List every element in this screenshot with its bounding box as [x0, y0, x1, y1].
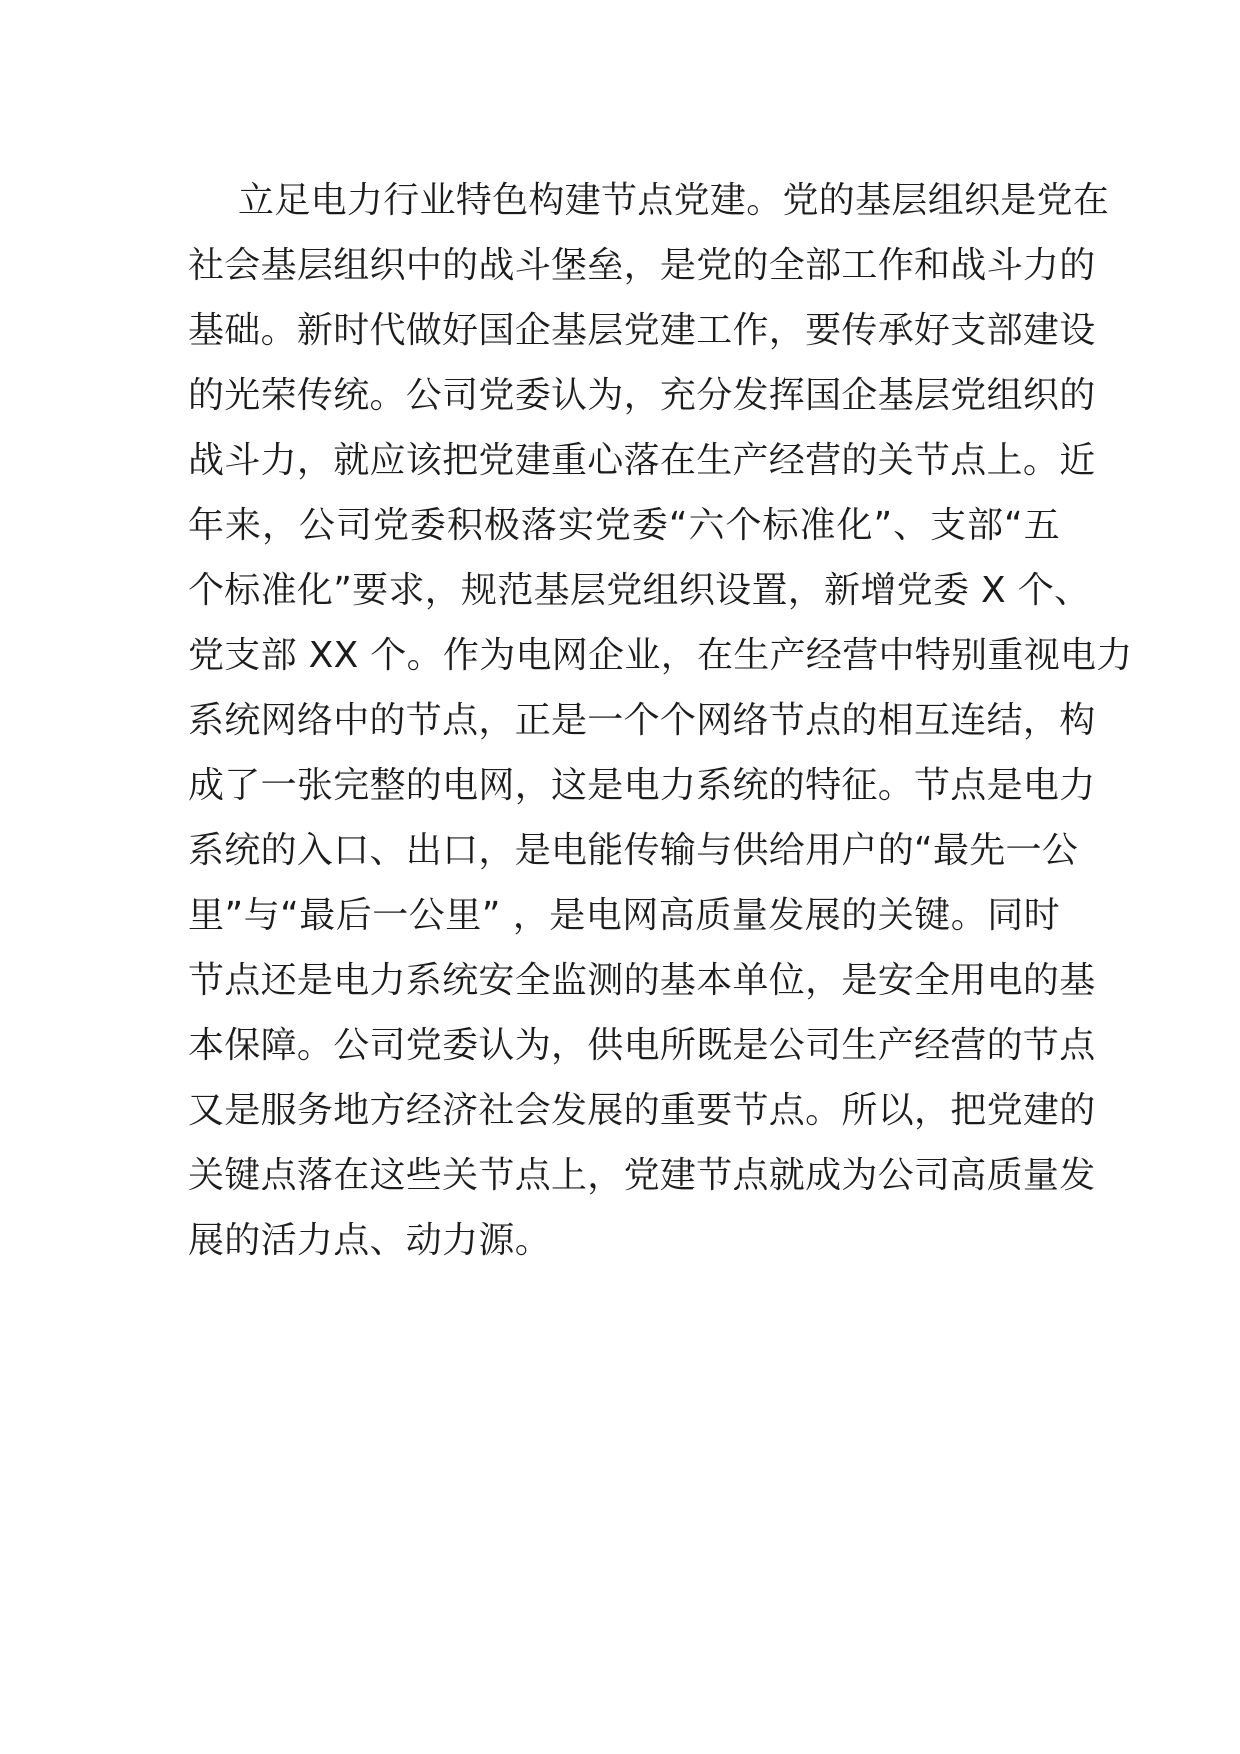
paragraph-line: 系统网络中的节点，正是一个个网络节点的相互连结，构 — [188, 700, 1096, 741]
paragraph-line: 社会基层组织中的战斗堡垒，是党的全部工作和战斗力的 — [188, 245, 1096, 286]
paragraph-line: 节点还是电力系统安全监测的基本单位，是安全用电的基 — [188, 960, 1096, 1001]
paragraph-line: 关键点落在这些关节点上，党建节点就成为公司高质量发 — [188, 1155, 1096, 1196]
paragraph-line: 立足电力行业特色构建节点党建。党的基层组织是党在 — [238, 180, 1110, 221]
paragraph-line: 成了一张完整的电网，这是电力系统的特征。节点是电力 — [188, 765, 1096, 806]
paragraph-line: 年来，公司党委积极落实党委“六个标准化”、支部“五 — [188, 505, 1060, 546]
paragraph-line: 又是服务地方经济社会发展的重要节点。所以，把党建的 — [188, 1090, 1096, 1131]
paragraph-line: 展的活力点、动力源。 — [188, 1220, 552, 1261]
paragraph-line: 系统的入口、出口，是电能传输与供给用户的“最先一公 — [188, 830, 1079, 871]
paragraph-line: 本保障。公司党委认为，供电所既是公司生产经营的节点 — [188, 1025, 1096, 1066]
body-paragraph — [188, 168, 1133, 1273]
paragraph-line: 基础。新时代做好国企基层党建工作，要传承好支部建设 — [188, 310, 1096, 351]
paragraph-line: 个标准化”要求，规范基层党组织设置，新增党委 X 个、 — [188, 570, 1091, 611]
paragraph-line: 的光荣传统。公司党委认为，充分发挥国企基层党组织的 — [188, 375, 1096, 416]
paragraph-line: 党支部 XX 个。作为电网企业，在生产经营中特别重视电力 — [188, 635, 1133, 676]
paragraph-line: 里”与“最后一公里” ，是电网高质量发展的关键。同时 — [188, 895, 1060, 936]
paragraph-line: 战斗力，就应该把党建重心落在生产经营的关节点上。近 — [188, 440, 1096, 481]
